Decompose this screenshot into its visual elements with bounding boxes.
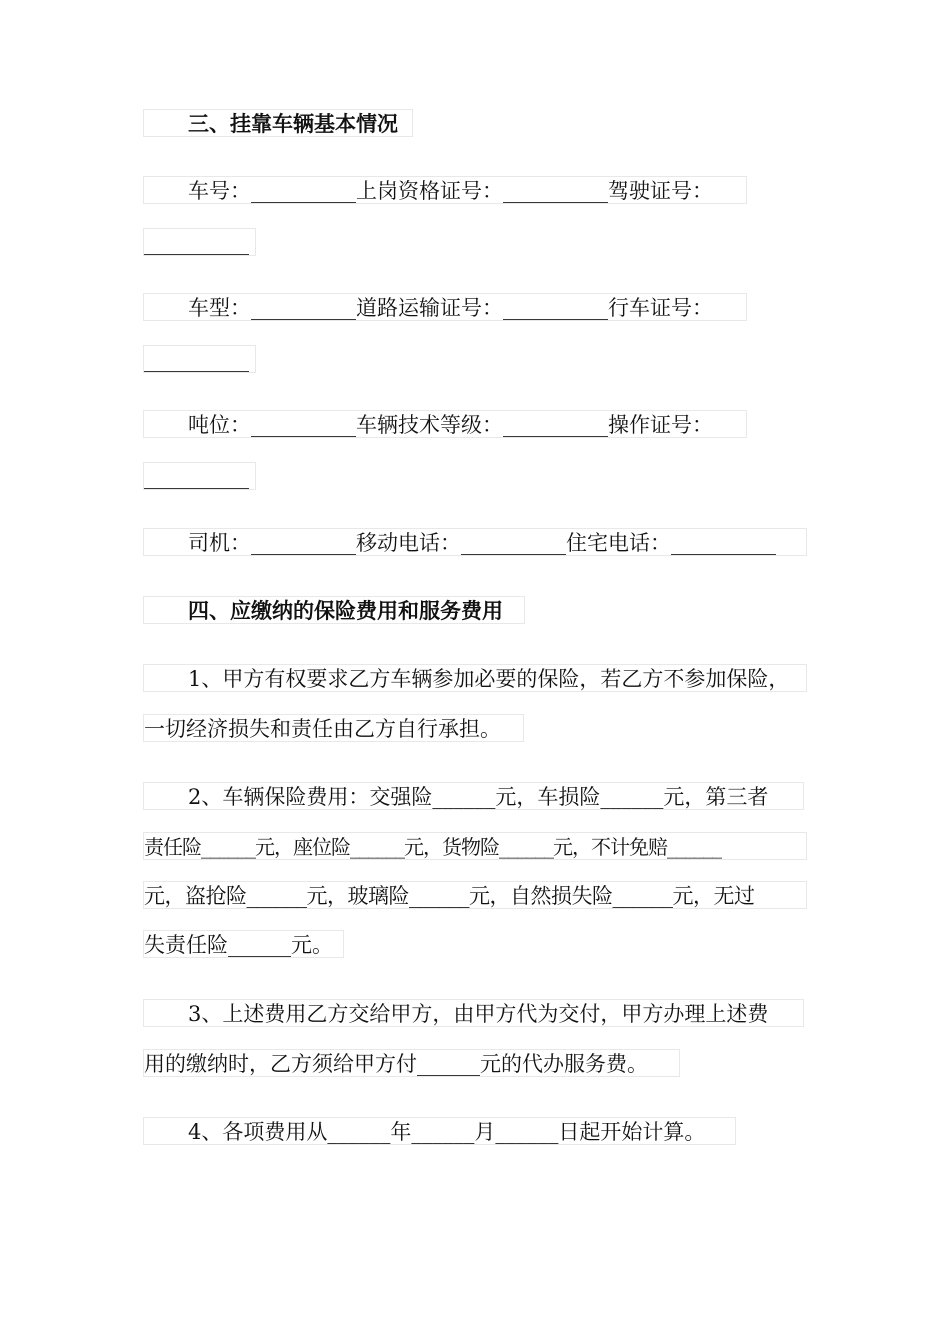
clause-3-line-2: 用的缴纳时，乙方须给甲方付______元的代办服务费。 [143,1049,680,1077]
clause-3-line-1: 3、上述费用乙方交给甲方，由甲方代为交付，甲方办理上述费 [143,999,804,1027]
driver-info-line: 司机：__________移动电话：__________住宅电话：__________ [143,528,807,556]
section-heading-3: 三、挂靠车辆基本情况 [143,109,413,137]
clause-1-line-1: 1、甲方有权要求乙方车辆参加必要的保险，若乙方不参加保险， [143,664,807,692]
clause-2-line-4: 失责任险______元。 [143,930,344,958]
clause-1-line-2: 一切经济损失和责任由乙方自行承担。 [143,714,524,742]
vehicle-info-blank-2: __________ [143,345,256,373]
vehicle-info-line-1: 车号：__________上岗资格证号：__________驾驶证号： [143,176,747,204]
clause-2-line-3: 元，盗抢险______元，玻璃险______元，自然损失险______元，无过 [143,881,807,909]
vehicle-info-line-3: 吨位：__________车辆技术等级：__________操作证号： [143,410,747,438]
vehicle-info-blank-3: __________ [143,462,256,490]
clause-2-line-2: 责任险______元，座位险______元，货物险______元，不计免赔______ [143,832,807,860]
vehicle-info-blank-1: __________ [143,228,256,256]
clause-4-line: 4、各项费用从______年______月______日起开始计算。 [143,1117,736,1145]
clause-2-line-1: 2、车辆保险费用：交强险______元，车损险______元，第三者 [143,782,804,810]
vehicle-info-line-2: 车型：__________道路运输证号：__________行车证号： [143,293,747,321]
section-heading-4: 四、应缴纳的保险费用和服务费用 [143,596,525,624]
